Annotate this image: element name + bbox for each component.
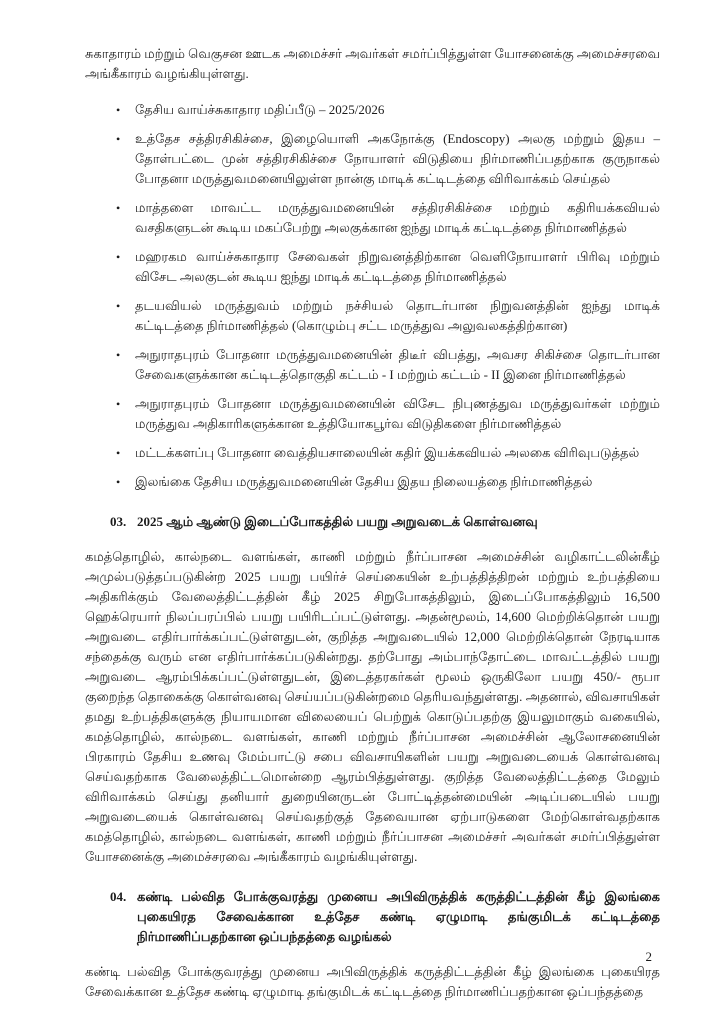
section-04-heading bbox=[85, 887, 660, 947]
bullet-text: உத்தேச சத்திரசிகிச்சை, இழையொளி அகநோக்கு (Endoscopy) அலகு மற்றும் இதய – தோள்பட்டை முன் சத்திரசிகிச்சை நோயாளர் விடுதியை நிர்மாணிப்பதற்காக குருநாகல் போதனா மருத்துவமனையிலுள்ள நான்கு மாடிக் கட்டிடத்தை விரிவாக்கம் செய்தல் bbox=[135, 131, 660, 186]
bullet-item bbox=[85, 247, 660, 287]
bullet-item bbox=[85, 345, 660, 385]
bullet-icon: • bbox=[116, 132, 121, 146]
bullet-icon: • bbox=[116, 475, 121, 489]
bullet-text: மஹரகம வாய்ச்சுகாதார சேவைகள் நிறுவனத்திற்கான வெளிநோயாளர் பிரிவு மற்றும் விசேட அலகுடன் கூடிய ஐந்து மாடிக் கட்டிடத்தை நிர்மாணித்தல் bbox=[135, 249, 660, 284]
section-number: 03. bbox=[110, 514, 127, 529]
bullet-text: அநுராதபுரம் போதனா மருத்துவமனையின் திடீர் விபத்து, அவசர சிகிச்சை தொடர்பான சேவைகளுக்கான கட்டிடத்தொகுதி கட்டம் - I மற்றும் கட்டம் - II இனை நிர்மாணித்தல் bbox=[135, 347, 660, 382]
bullet-icon: • bbox=[116, 397, 121, 411]
bullet-icon: • bbox=[116, 446, 121, 460]
bullet-icon: • bbox=[116, 201, 121, 215]
section-title: 2025 ஆம் ஆண்டு இடைப்போகத்தில் பயறு அறுவடைக் கொள்வனவு bbox=[137, 514, 538, 529]
section-title: கண்டி பல்வித போக்குவரத்து முனைய அபிவிருத்திக் கருத்திட்டத்தின் கீழ் இலங்கை புகையிரத சேவைக்கான உத்தேச கண்டி ஏழுமாடி தங்குமிடக் கட்டிடத்தை நிர்மாணிப்பதற்கான ஒப்பந்தத்தை வழங்கல் bbox=[137, 889, 660, 944]
proposal-bullet-list bbox=[85, 100, 660, 492]
bullet-text: அநுராதபுரம் போதனா மருத்துவமனையின் விசேட நிபுணத்துவ மருத்துவர்கள் மற்றும் மருத்துவ அதிகாரிகளுக்கான உத்தியோகபூர்வ விடுதிகளை நிர்மாணித்தல் bbox=[135, 396, 660, 431]
bullet-text: தேசிய வாய்ச்சுகாதார மதிப்பீடு – 2025/2026 bbox=[135, 102, 385, 117]
bullet-text: மாத்தளை மாவட்ட மருத்துவமனையின் சத்திரசிகிச்சை மற்றும் கதிரியக்கவியல் வசதிகளுடன் கூடிய மகப்பேற்று அலகுக்கான ஐந்து மாடிக் கட்டிடத்தை நிர்மாணித்தல் bbox=[135, 200, 660, 235]
bullet-item bbox=[85, 472, 660, 492]
section-number: 04. bbox=[110, 889, 127, 904]
bullet-item bbox=[85, 296, 660, 336]
bullet-text: தடயவியல் மருத்துவம் மற்றும் நச்சியல் தொடர்பான நிறுவனத்தின் ஐந்து மாடிக் கட்டிடத்தை நிர்மாணித்தல் (கொழும்பு சட்ட மருத்துவ அலுவலகத்திற்கான) bbox=[135, 298, 660, 333]
bullet-icon: • bbox=[116, 250, 121, 264]
bullet-item bbox=[85, 394, 660, 434]
bullet-icon: • bbox=[116, 348, 121, 362]
intro-paragraph: சுகாதாரம் மற்றும் வெகுசன ஊடக அமைச்சர் அவர்கள் சமர்ப்பித்துள்ள யோசனைக்கு அமைச்சரவை அங்கீகாரம் வழங்கியுள்ளது. bbox=[85, 46, 660, 81]
bullet-item bbox=[85, 129, 660, 189]
page-number: 2 bbox=[645, 949, 652, 964]
bullet-item bbox=[85, 443, 660, 463]
bullet-icon: • bbox=[116, 103, 121, 117]
section-03-body: கமத்தொழில், கால்நடை வளங்கள், காணி மற்றும் நீர்ப்பாசன அமைச்சின் வழிகாட்டலின்கீழ் அமுல்படுத்தப்படுகின்ற 2025 பயறு பயிர்ச் செய்கையின் உற்பத்தித்திறன் மற்றும் உற்பத்தியை அதிகரிக்கும் வேலைத்திட்டத்தின் கீழ் 2025 சிறுபோகத்திலும், இடைப்போகத்திலும் 16,500 ஹெக்ரெயார் நிலப்பரப்பில் பயறு பயிரிடப்பட்டுள்ளது. அதன்மூலம், 14,600 மெற்றிக்தொன் பயறு அறுவடை எதிர்பார்க்கப்பட்டுள்ளதுடன், குறித்த அறுவடையில் 12,000 மெற்றிக்தொன் நேரடியாக சந்தைக்கு வரும் என எதிர்பார்க்கப்படுகின்றது. தற்போது அம்பாந்தோட்டை மாவட்டத்தில் பயறு அறுவடை ஆரம்பிக்கப்பட்டுள்ளதுடன், இடைத்தரகர்கள் மூலம் ஒருகிலோ பயறு 450/- ரூபா குறைந்த தொகைக்கு கொள்வனவு செய்யப்படுகின்றமை தெரியவந்துள்ளது. அதனால், விவசாயிகள் தமது உற்பத்திகளுக்கு நியாயமான விலையைப் பெற்றுக் கொடுப்பதற்கு இயலுமாகும் வகையில், கமத்தொழில், கால்நடை வளங்கள், காணி மற்றும் நீர்ப்பாசன அமைச்சின் ஆலோசனையின் பிரகாரம் தேசிய உணவு மேம்பாட்டு சபை விவசாயிகளின் பயறு அறுவடையைக் கொள்வனவு செய்வதற்காக வேலைத்திட்டமொன்றை ஆரம்பித்துள்ளது. குறித்த வேலைத்திட்டத்தை மேலும் விரிவாக்கம் செய்து தனியார் துறையினருடன் போட்டித்தன்மையின் அடிப்படையில் பயறு அறுவடையைக் கொள்வனவு செய்வதற்குத் தேவையான ஏற்பாடுகளை மேற்கொள்வதற்காக கமத்தொழில், கால்நடை வளங்கள், காணி மற்றும் நீர்ப்பாசன அமைச்சர் அவர்கள் சமர்ப்பித்துள்ள யோசனைக்கு அமைச்சரவை அங்கீகாரம் வழங்கியுள்ளது. bbox=[85, 549, 660, 864]
bullet-text: மட்டக்களப்பு போதனா வைத்தியசாலையின் கதிர் இயக்கவியல் அலகை விரிவுபடுத்தல் bbox=[135, 445, 640, 460]
bullet-item bbox=[85, 198, 660, 238]
section-03-heading bbox=[85, 512, 660, 532]
bullet-item bbox=[85, 100, 660, 120]
bullet-text: இலங்கை தேசிய மருத்துவமனையின் தேசிய இதய நிலையத்தை நிர்மாணித்தல் bbox=[135, 474, 593, 489]
bullet-icon: • bbox=[116, 299, 121, 313]
section-04-body: கண்டி பல்வித போக்குவரத்து முனைய அபிவிருத்திக் கருத்திட்டத்தின் கீழ் இலங்கை புகையிரத சேவைக்கான உத்தேச கண்டி ஏழுமாடி தங்குமிடக் கட்டிடத்தை நிர்மாணிப்பதற்கான ஒப்பந்தத்தை bbox=[85, 964, 660, 999]
